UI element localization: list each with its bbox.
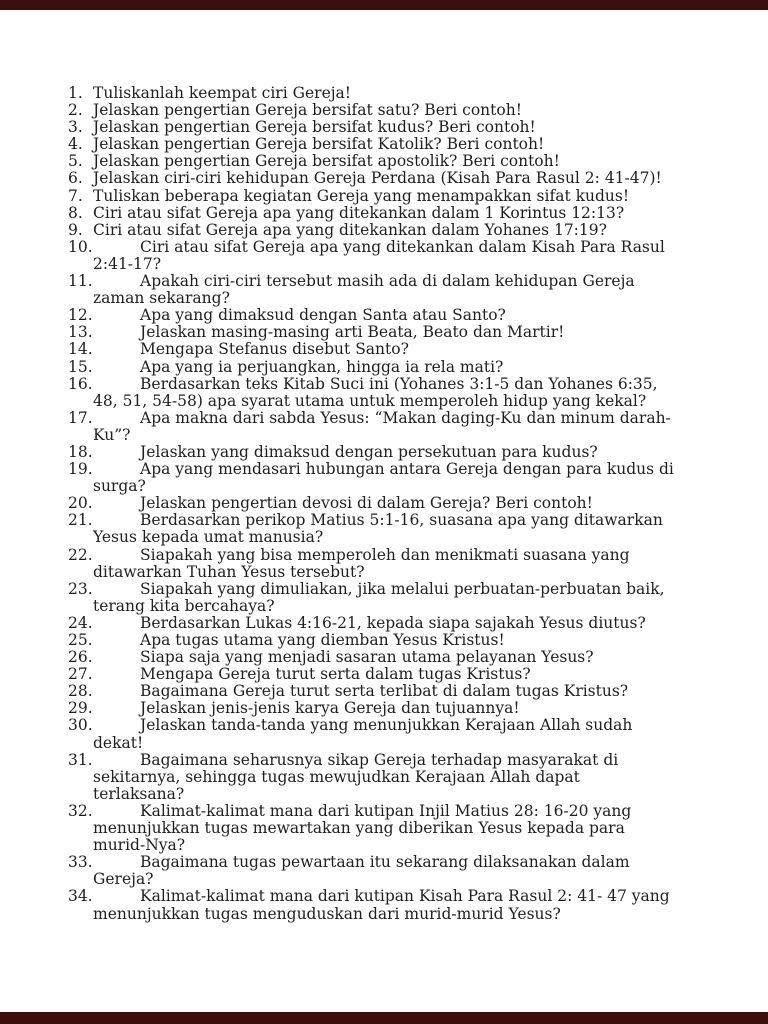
item-line: murid-Nya? xyxy=(93,836,186,855)
item-number: 11. xyxy=(68,272,93,291)
item-number: 18. xyxy=(68,442,93,461)
item-line: Apa makna dari sabda Yesus: “Makan daging-Ku dan minum darah- xyxy=(140,408,671,427)
item-line: Berdasarkan perikop Matius 5:1-16, suasana apa yang ditawarkan xyxy=(140,511,663,530)
item-line: Jelaskan pengertian Gereja bersifat kudus? Beri contoh! xyxy=(93,118,536,137)
item-line: Ciri atau sifat Gereja apa yang ditekankan dalam Yohanes 17:19? xyxy=(93,220,607,239)
item-number: 2. xyxy=(68,101,83,120)
question-item xyxy=(0,444,768,461)
item-number: 1. xyxy=(68,84,83,102)
item-line: Bagaimana tugas pewartaan itu sekarang dilaksanakan dalam xyxy=(140,853,630,872)
item-line: Siapakah yang dimuliakan, jika melalui perbuatan-perbuatan baik, xyxy=(140,579,665,598)
item-number: 17. xyxy=(68,408,93,427)
item-number: 23. xyxy=(68,579,93,598)
question-item xyxy=(0,239,768,273)
item-number: 14. xyxy=(68,340,93,359)
question-item xyxy=(0,717,768,751)
item-line: Gereja? xyxy=(93,870,154,889)
question-item xyxy=(0,136,768,153)
question-item xyxy=(0,410,768,444)
viewer-top-bar xyxy=(0,0,768,10)
item-line: Tuliskan beberapa kegiatan Gereja yang menampakkan sifat kudus! xyxy=(93,186,630,205)
item-number: 29. xyxy=(68,699,93,718)
item-number: 7. xyxy=(68,186,83,205)
item-line: Berdasarkan teks Kitab Suci ini (Yohanes 3:1-5 dan Yohanes 6:35, xyxy=(140,374,658,393)
item-number: 12. xyxy=(68,306,93,325)
viewer-bottom-bar xyxy=(0,1012,768,1024)
question-item xyxy=(0,581,768,615)
item-number: 25. xyxy=(68,631,93,649)
item-line: zaman sekarang? xyxy=(93,289,230,308)
question-item xyxy=(0,273,768,307)
question-item xyxy=(0,700,768,717)
item-number: 10. xyxy=(68,237,93,256)
item-line: Jelaskan masing-masing arti Beata, Beato dan Martir! xyxy=(140,323,565,342)
item-number: 27. xyxy=(68,665,93,684)
item-line: Jelaskan jenis-jenis karya Gereja dan tujuannya! xyxy=(140,699,520,718)
item-number: 21. xyxy=(68,511,93,530)
question-item xyxy=(0,222,768,239)
item-line: Ciri atau sifat Gereja apa yang ditekankan dalam 1 Korintus 12:13? xyxy=(93,203,625,222)
question-item xyxy=(0,153,768,170)
item-line: Apa yang mendasari hubungan antara Gereja dengan para kudus di xyxy=(140,460,674,479)
item-line: Jelaskan tanda-tanda yang menunjukkan Kerajaan Allah sudah xyxy=(140,716,633,735)
item-number: 28. xyxy=(68,682,93,701)
item-line: Tuliskanlah keempat ciri Gereja! xyxy=(93,84,352,102)
question-item xyxy=(0,85,768,102)
item-line: Siapa saja yang menjadi sasaran utama pelayanan Yesus? xyxy=(140,648,594,667)
item-number: 13. xyxy=(68,323,93,342)
item-line: Ku”? xyxy=(93,425,131,444)
item-number: 19. xyxy=(68,460,93,479)
item-line: ditawarkan Tuhan Yesus tersebut? xyxy=(93,562,365,581)
item-line: Jelaskan pengertian Gereja bersifat satu? Beri contoh! xyxy=(93,101,522,120)
item-line: Yesus kepada umat manusia? xyxy=(93,528,324,547)
document-page xyxy=(0,85,768,923)
question-item xyxy=(0,615,768,632)
item-number: 6. xyxy=(68,169,83,188)
item-number: 16. xyxy=(68,374,93,393)
item-line: terlaksana? xyxy=(93,784,185,803)
item-line: Jelaskan pengertian Gereja bersifat apostolik? Beri contoh! xyxy=(93,152,560,171)
item-line: Bagaimana Gereja turut serta terlibat di dalam tugas Kristus? xyxy=(140,682,629,701)
item-number: 3. xyxy=(68,118,83,137)
item-line: Jelaskan ciri-ciri kehidupan Gereja Perdana (Kisah Para Rasul 2: 41-47)! xyxy=(93,169,662,188)
item-number: 24. xyxy=(68,613,93,632)
item-line: dekat! xyxy=(93,733,144,752)
item-line: Ciri atau sifat Gereja apa yang ditekankan dalam Kisah Para Rasul xyxy=(140,237,665,256)
item-line: Apa tugas utama yang diemban Yesus Kristus! xyxy=(140,631,505,649)
item-number: 22. xyxy=(68,545,93,564)
question-item xyxy=(0,461,768,495)
item-line: Kalimat-kalimat mana dari kutipan Kisah Para Rasul 2: 41- 47 yang xyxy=(140,887,670,906)
item-line: Mengapa Gereja turut serta dalam tugas Kristus? xyxy=(140,665,531,684)
question-item xyxy=(0,188,768,205)
item-number: 8. xyxy=(68,203,83,222)
item-line: menunjukkan tugas menguduskan dari murid-murid Yesus? xyxy=(93,904,561,923)
question-item xyxy=(0,376,768,410)
question-item xyxy=(0,205,768,222)
item-line: 2:41-17? xyxy=(93,254,162,273)
question-item xyxy=(0,649,768,666)
item-number: 32. xyxy=(68,801,93,820)
question-item xyxy=(0,888,768,922)
item-line: terang kita bercahaya? xyxy=(93,596,275,615)
question-item xyxy=(0,683,768,700)
item-line: Bagaimana seharusnya sikap Gereja terhadap masyarakat di xyxy=(140,750,619,769)
item-number: 33. xyxy=(68,853,93,872)
question-item xyxy=(0,341,768,358)
item-line: sekitarnya, sehingga tugas mewujudkan Kerajaan Allah dapat xyxy=(93,767,580,786)
item-line: Jelaskan pengertian Gereja bersifat Katolik? Beri contoh! xyxy=(93,135,545,154)
question-item xyxy=(0,359,768,376)
item-number: 15. xyxy=(68,357,93,376)
item-line: Mengapa Stefanus disebut Santo? xyxy=(140,340,409,359)
question-item xyxy=(0,170,768,187)
question-item xyxy=(0,803,768,854)
item-number: 31. xyxy=(68,750,93,769)
item-number: 4. xyxy=(68,135,83,154)
question-item xyxy=(0,307,768,324)
item-number: 26. xyxy=(68,648,93,667)
item-line: 48, 51, 54-58) apa syarat utama untuk memperoleh hidup yang kekal? xyxy=(93,391,647,410)
item-number: 5. xyxy=(68,152,83,171)
question-item xyxy=(0,495,768,512)
item-line: Siapakah yang bisa memperoleh dan menikmati suasana yang xyxy=(140,545,630,564)
item-line: Apa yang ia perjuangkan, hingga ia rela mati? xyxy=(140,357,504,376)
item-number: 34. xyxy=(68,887,93,906)
item-line: surga? xyxy=(93,477,146,496)
question-item xyxy=(0,119,768,136)
item-line: Berdasarkan Lukas 4:16-21, kepada siapa sajakah Yesus diutus? xyxy=(140,613,646,632)
item-line: Apakah ciri-ciri tersebut masih ada di dalam kehidupan Gereja xyxy=(140,272,635,291)
question-item xyxy=(0,632,768,649)
item-line: Jelaskan pengertian devosi di dalam Gereja? Beri contoh! xyxy=(140,494,593,513)
item-line: menunjukkan tugas mewartakan yang diberikan Yesus kepada para xyxy=(93,819,625,838)
question-item xyxy=(0,752,768,803)
item-line: Apa yang dimaksud dengan Santa atau Santo? xyxy=(140,306,506,325)
item-line: Kalimat-kalimat mana dari kutipan Injil Matius 28: 16-20 yang xyxy=(140,801,632,820)
question-item xyxy=(0,102,768,119)
question-item xyxy=(0,324,768,341)
question-list xyxy=(0,85,768,923)
question-item xyxy=(0,666,768,683)
item-number: 9. xyxy=(68,220,83,239)
question-item xyxy=(0,512,768,546)
item-line: Jelaskan yang dimaksud dengan persekutuan para kudus? xyxy=(140,442,598,461)
question-item xyxy=(0,547,768,581)
question-item xyxy=(0,854,768,888)
item-number: 20. xyxy=(68,494,93,513)
item-number: 30. xyxy=(68,716,93,735)
